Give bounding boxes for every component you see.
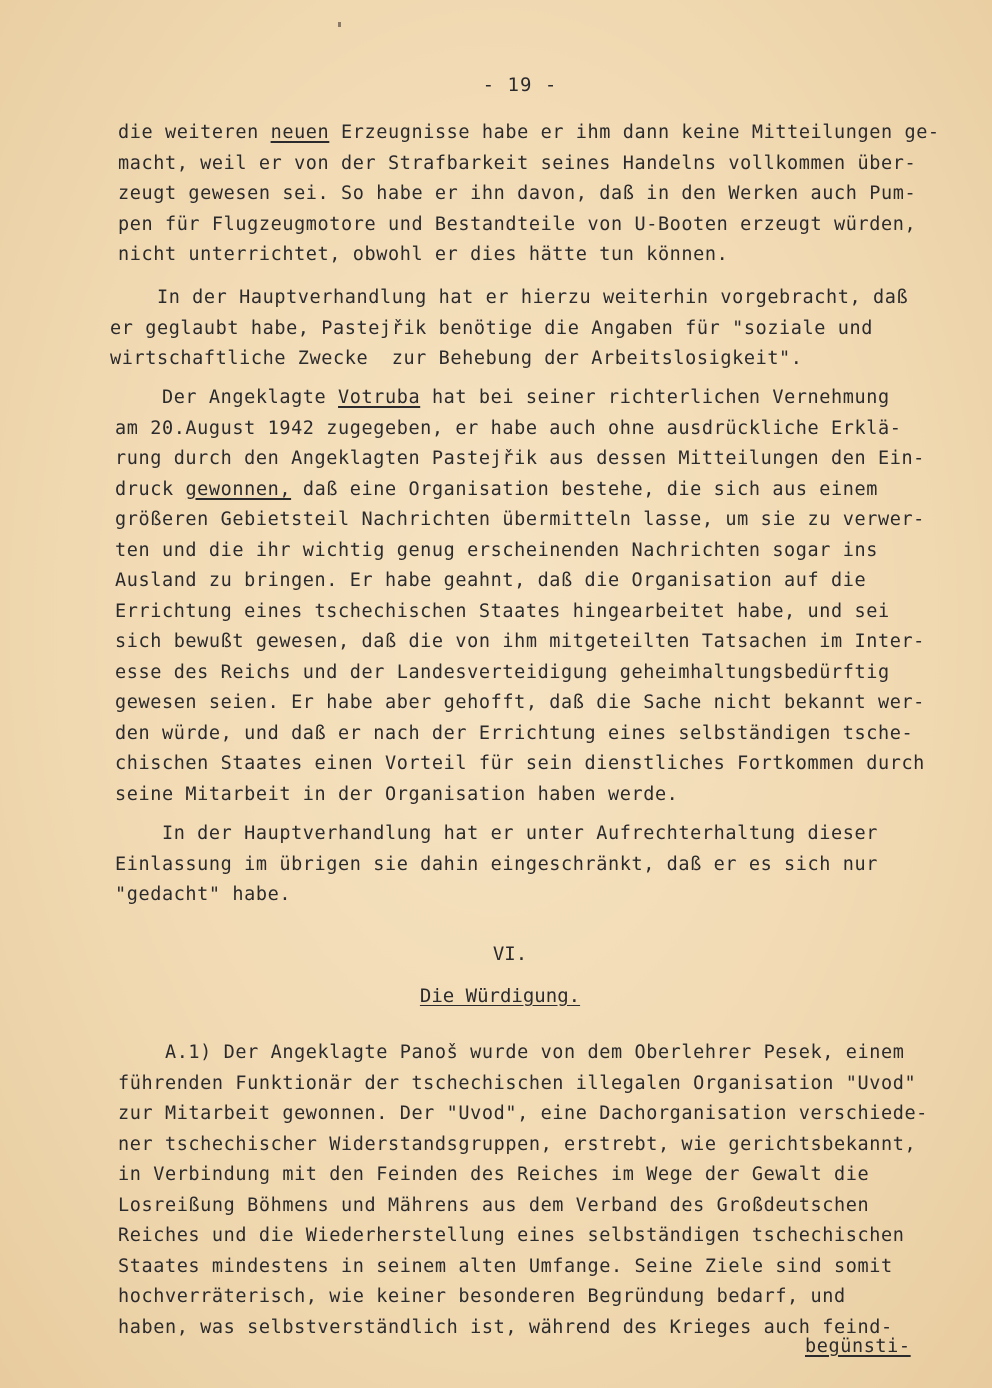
line-text: Ausland zu bringen. Er habe geahnt, daß die Organisation auf die <box>115 570 867 591</box>
line-text: macht, weil er von der Strafbarkeit seines Handelns vollkommen über- <box>118 152 917 174</box>
text-line <box>115 601 890 623</box>
line-text: gewesen seien. Er habe aber gehofft, daß die Sache nicht bekannt wer- <box>115 692 925 713</box>
text-line <box>115 479 878 501</box>
text-line <box>118 1103 928 1125</box>
line-text: nicht unterrichtet, obwohl er dies hätte tun können. <box>118 244 729 265</box>
text-line <box>115 662 890 684</box>
text-line <box>115 723 913 745</box>
page-number: - 19 - <box>482 74 558 96</box>
line-text: In der Hauptverhandlung hat er hierzu weiterhin vorgebracht, daß <box>110 287 909 308</box>
text-line <box>115 448 925 470</box>
line-text: in Verbindung mit den Feinden des Reiches im Wege der Gewalt die <box>118 1164 870 1185</box>
line-text: wirtschaftliche Zwecke zur Behebung der Arbeitslosigkeit". <box>110 348 803 369</box>
line-text: rung durch den Angeklagten Pastejřik aus dessen Mitteilungen den Ein- <box>115 448 925 469</box>
line-text: zeugt gewesen sei. So habe er ihn davon, daß in den Werken auch Pum- <box>118 183 917 204</box>
line-text: "gedacht" habe. <box>115 884 292 905</box>
line-text: druck <box>115 478 186 500</box>
text-line <box>115 509 925 531</box>
line-text: In der Hauptverhandlung hat er unter Aufrechterhaltung dieser <box>115 823 878 844</box>
line-text: daß eine Organisation bestehe, die sich aus einem <box>291 478 878 500</box>
text-line <box>118 153 916 175</box>
ink-mark <box>338 22 341 27</box>
line-text: Der Angeklagte <box>115 387 339 408</box>
line-text: hat bei seiner richterlichen Vernehmung <box>420 387 890 408</box>
line-text: haben, was selbstverständlich ist, während des Krieges auch feind- <box>118 1316 893 1338</box>
text-line <box>110 287 908 309</box>
text-line <box>110 348 803 370</box>
underlined-word: neuen <box>270 122 330 143</box>
text-line <box>118 214 916 236</box>
text-line <box>118 1286 846 1308</box>
line-text: A.1) Der Angeklagte Panoš wurde von dem Oberlehrer Pesek, einem <box>118 1042 905 1063</box>
text-line <box>115 631 925 653</box>
text-line <box>118 1164 869 1186</box>
line-text: Staates mindestens in seinem alten Umfange. Seine Ziele sind somit <box>118 1255 893 1277</box>
text-line <box>118 1256 893 1278</box>
text-line <box>115 823 878 845</box>
line-text: esse des Reichs und der Landesverteidigung geheimhaltungsbedürftig <box>115 661 890 683</box>
text-line <box>115 884 291 906</box>
line-text: ner tschechischer Widerstandsgruppen, erstrebt, wie gerichtsbekannt, <box>118 1133 917 1155</box>
text-line <box>115 753 925 775</box>
line-text: Einlassung im übrigen sie dahin eingeschränkt, daß er es sich nur <box>115 853 878 875</box>
text-line <box>118 244 728 266</box>
section-number: VI. <box>492 943 528 965</box>
line-text: größeren Gebietsteil Nachrichten übermitteln lasse, um sie zu verwer- <box>115 509 925 530</box>
line-text: pen für Flugzeugmotore und Bestandteile von U-Booten erzeugt würden, <box>118 213 917 235</box>
line-text: die weiteren <box>118 122 271 143</box>
line-text: Errichtung eines tschechischen Staates hingearbeitet habe, und sei <box>115 600 890 622</box>
text-line <box>115 418 901 440</box>
section-title: Die Würdigung. <box>419 985 581 1007</box>
line-text: Losreißung Böhmens und Mährens aus dem Verband des Großdeutschen <box>118 1194 870 1216</box>
text-line <box>118 1073 916 1095</box>
line-text: sich bewußt gewesen, daß die von ihm mitgeteilten Tatsachen im Inter- <box>115 631 925 652</box>
line-text: hochverräterisch, wie keiner besonderen Begründung bedarf, und <box>118 1286 846 1307</box>
text-line <box>118 122 940 144</box>
text-line <box>118 1042 904 1064</box>
text-line <box>115 854 878 876</box>
line-text: seine Mitarbeit in der Organisation haben werde. <box>115 783 679 805</box>
line-text: zur Mitarbeit gewonnen. Der "Uvod", eine Dachorganisation verschiede- <box>118 1103 928 1124</box>
text-line <box>115 692 925 714</box>
line-text: ten und die ihr wichtig genug erscheinenden Nachrichten sogar ins <box>115 539 878 561</box>
text-line <box>118 1195 869 1217</box>
text-line <box>118 1317 893 1339</box>
text-line <box>115 784 678 806</box>
line-text: Reiches und die Wiederherstellung eines selbständigen tschechischen <box>118 1225 905 1246</box>
line-text: er geglaubt habe, Pastejřik benötige die Angaben für "soziale und <box>110 317 873 339</box>
text-line <box>118 1134 916 1156</box>
line-text: führenden Funktionär der tschechischen illegalen Organisation "Uvod" <box>118 1072 917 1094</box>
underlined-word: Votruba <box>338 387 421 408</box>
text-line <box>115 387 890 409</box>
text-line <box>118 1225 904 1247</box>
text-line <box>115 540 878 562</box>
catchword: begünsti- <box>805 1336 911 1357</box>
line-text: am 20.August 1942 zugegeben, er habe auch ohne ausdrückliche Erklä- <box>115 417 902 439</box>
line-text: chischen Staates einen Vorteil für sein dienstliches Fortkommen durch <box>115 753 925 774</box>
underlined-word: gewonnen, <box>185 478 292 500</box>
text-line <box>118 183 916 205</box>
line-text: den würde, und daß er nach der Errichtung eines selbständigen tsche- <box>115 722 914 744</box>
text-line <box>115 570 866 592</box>
text-line <box>110 318 873 340</box>
line-text: Erzeugnisse habe er ihm dann keine Mitteilungen ge- <box>329 122 940 143</box>
